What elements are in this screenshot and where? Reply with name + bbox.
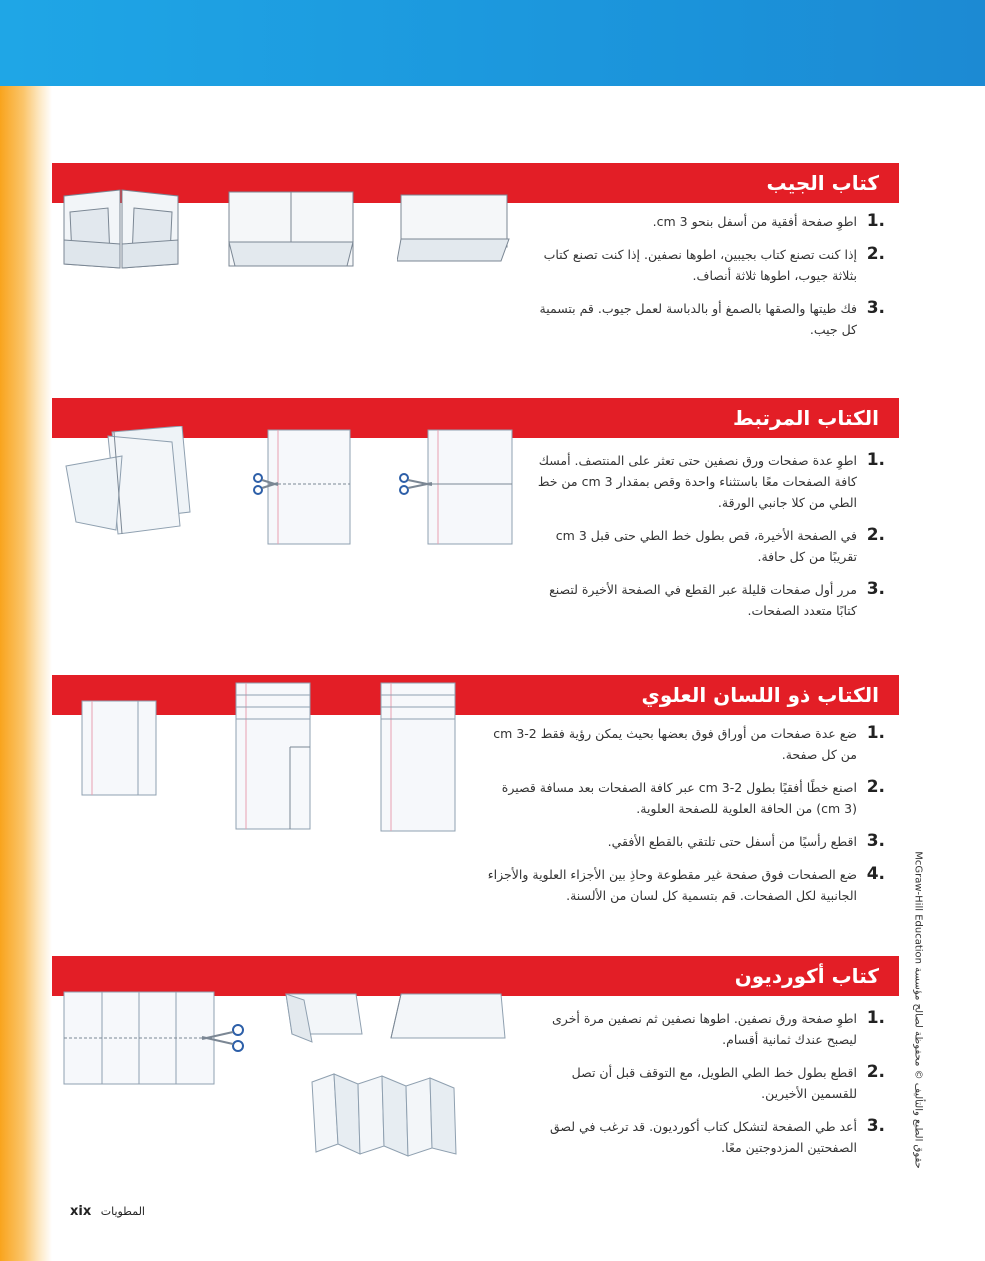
accordion-fold-large-illustration <box>387 992 507 1046</box>
pocket-book-open-illustration <box>62 188 182 270</box>
top-header-bar <box>0 0 985 86</box>
section-pocket-book <box>52 163 899 363</box>
steps-list <box>525 211 885 352</box>
step-item: 1. ضع عدة صفحات من أوراق فوق بعضها بحيث يمكن رؤية فقط 2-3 cm من كل صفحة. <box>493 723 885 762</box>
step-item: 3. فك طيتها والصقها بالصمغ أو بالدباسة لعمل جيوب. قم بتسمية كل جيب. <box>539 298 885 337</box>
accordion-zigzag-illustration <box>310 1072 460 1158</box>
step-item: 2. في الصفحة الأخيرة، قص بطول خط الطي حتى قبل 3 cm تقريبًا من كل حافة. <box>555 525 885 564</box>
bound-book-fanned-illustration <box>62 426 212 536</box>
top-tab-finished-illustration <box>379 681 459 835</box>
step-item: 3. أعد طي الصفحة لتشكل كتاب أكورديون. قد ترغب في لصق الصفحتين المزدوجتين معًا. <box>549 1116 885 1155</box>
section-title: الكتاب المرتبط <box>732 406 879 430</box>
bound-book-last-page-illustration <box>392 428 517 548</box>
step-item: 1. اطوِ صفحة ورق نصفين. اطوها نصفين ثم نصفين مرة أخرى ليصبح عندك ثمانية أقسام. <box>552 1008 885 1047</box>
section-top-tab-book <box>52 675 899 945</box>
section-banner <box>52 675 899 715</box>
page-number: xix <box>70 1204 92 1219</box>
pocket-book-bottom-fold-illustration <box>397 193 512 265</box>
section-bound-book <box>52 398 899 648</box>
section-title: كتاب أكورديون <box>734 964 879 988</box>
top-tab-stack-illustration <box>80 699 160 799</box>
step-item: 2. اقطع بطول خط الطي الطويل، مع التوقف قبل أن تصل للقسمين الأخيرين. <box>571 1062 885 1101</box>
step-item: 1. اطوِ صفحة أفقية من أسفل بنحو 3 cm. <box>652 211 885 231</box>
publisher-credit: McGraw-Hill Education حقوق الطبع والتأليف © محفوظة لصالح مؤسسة <box>912 851 924 1169</box>
page-footer <box>70 1204 145 1219</box>
section-title: الكتاب ذو اللسان العلوي <box>641 683 879 707</box>
steps-list <box>525 450 885 633</box>
step-item: 2. اصنع خطًا أفقيًا بطول 2-3 cm عبر كافة الصفحات بعد مسافة قصيرة (3 cm) من الحافة العلوية للصفحة العلوية. <box>501 777 885 816</box>
accordion-cut-illustration <box>62 990 252 1086</box>
section-title: كتاب الجيب <box>766 171 879 195</box>
accordion-fold-small-illustration <box>282 990 367 1046</box>
left-color-band <box>0 86 52 1261</box>
bound-book-cut-page-illustration <box>248 428 358 548</box>
steps-list <box>485 723 885 918</box>
step-item: 4. ضع الصفحات فوق صفحة غير مقطوعة وحاذِ بين الأجزاء العلوية والأجزاء الجانبية لكل الصفحات. قم بتسمية كل لسان من الألسنة. <box>487 864 885 903</box>
section-accordion-book <box>52 956 899 1166</box>
step-item: 3. اقطع رأسيًا من أسفل حتى تلتقي بالقطع الأفقي. <box>607 831 885 851</box>
steps-list <box>525 1008 885 1170</box>
step-item: 2. إذا كنت تصنع كتاب بجيبين، اطوها نصفين. إذا كنت تصنع كتاب بثلاثة جيوب، اطوها ثلاثة أنصاف. <box>543 244 885 283</box>
step-item: 1. اطوِ عدة صفحات ورق نصفين حتى تعثر على المنتصف. أمسك كافة الصفحات معًا باستثناء واحدة وقص بمقدار 3 cm من خط الطي من كلا جانبي الورقة. <box>537 450 885 510</box>
top-tab-cut-illustration <box>234 681 314 833</box>
pocket-book-folded-illustration <box>227 190 357 270</box>
footer-label: المطويات <box>100 1205 145 1218</box>
step-item: 3. مرر أول صفحات قليلة عبر القطع في الصفحة الأخيرة لتصنع كتابًا متعدد الصفحات. <box>549 579 885 618</box>
